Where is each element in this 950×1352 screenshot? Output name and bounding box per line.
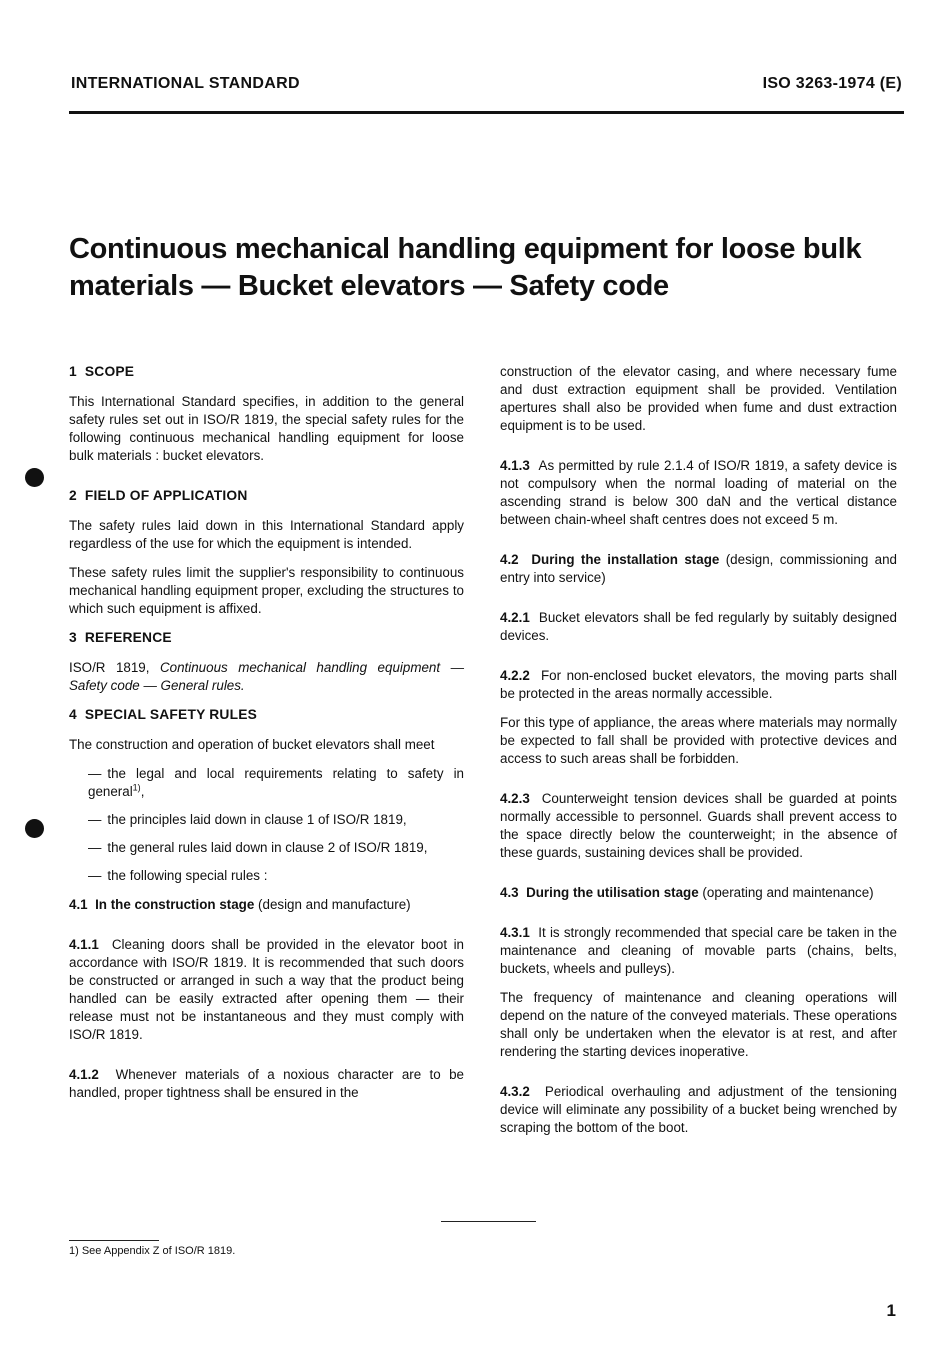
section-heading-reference	[69, 629, 464, 647]
clause-4-1-3: 4.1.3 As permitted by rule 2.1.4 of ISO/R 1819, a safety device is not compulsory when the normal loading of material on the ascending strand is below 300 daN and the vertical distance between chain-wheel shaft centres does not exceed 5 m.	[500, 458, 897, 527]
page-number: 1	[886, 1301, 896, 1320]
section-title: FIELD OF APPLICATION	[84, 488, 248, 503]
header-standard-type: INTERNATIONAL STANDARD	[71, 75, 300, 92]
clause-4-2-2-paragraph-2: For this type of appliance, the areas where materials may normally be expected to fall shall be provided with protective devices and access to such areas shall be forbidden.	[500, 715, 897, 766]
clause-4-1-2-continued: construction of the elevator casing, and where necessary fume and dust extraction equipment shall be provided. Ventilation apertures shall also be provided when fume and dust extraction equipment is to be used.	[500, 364, 897, 433]
clause-4-3-1-paragraph-2: The frequency of maintenance and cleaning operations will depend on the nature of the conveyed materials. These operations shall only be undertaken when the elevator is at rest, and after rendering the starting devices inoperative.	[500, 990, 897, 1059]
section-title: SCOPE	[84, 364, 135, 379]
column-end-rule	[441, 1221, 536, 1222]
footnote-reference: 1)	[132, 782, 141, 793]
clause-4-3-2: 4.3.2 Periodical overhauling and adjustment of the tensioning device will eliminate any possibility of a bucket being wrenched by scraping the bottom of the boot.	[500, 1084, 897, 1135]
footnote: 1) See Appendix Z of ISO/R 1819.	[69, 1245, 236, 1257]
section-number: 4	[69, 707, 77, 722]
reference-paragraph	[69, 659, 464, 695]
scope-paragraph: This International Standard specifies, in addition to the general safety rules set out in ISO/R 1819, the special safety rules for the following continuous mechanical handling equipment for loose bulk materials : bucket elevators.	[69, 394, 464, 463]
reference-title: Continuous mechanical handling equipment — Safety code — General rules.	[69, 660, 464, 693]
section-number: 2	[69, 488, 77, 503]
right-column	[500, 363, 897, 1148]
section-heading-scope	[69, 363, 464, 381]
clause-4-2-1: 4.2.1 Bucket elevators shall be fed regularly by suitably designed devices.	[500, 610, 897, 643]
section-title: SPECIAL SAFETY RULES	[84, 707, 258, 722]
list-item: — the principles laid down in clause 1 of ISO/R 1819,	[88, 812, 407, 827]
clause-4-2-3: 4.2.3 Counterweight tension devices shall be guarded at points normally accessible to personnel. Guards shall prevent access to the space directly below the counterweight; in the absence of these guards, sustaining devices shall be provided.	[500, 791, 897, 860]
margin-bullet-mark	[25, 468, 44, 487]
field-paragraph-2: These safety rules limit the supplier's responsibility to continuous mechanical handling equipment proper, excluding the structures to which such equipment is affixed.	[69, 565, 464, 616]
margin-bullet-mark	[25, 819, 44, 838]
requirements-list	[69, 765, 464, 885]
clause-4-1-2: 4.1.2 Whenever materials of a noxious character are to be handled, proper tightness shall be ensured in the	[69, 1067, 464, 1100]
clause-4-3-1: 4.3.1 It is strongly recommended that special care be taken in the maintenance and cleaning of movable parts (chains, belts, buckets, wheels and pulleys).	[500, 925, 897, 976]
section-number: 1	[69, 364, 77, 379]
rules-intro: The construction and operation of bucket elevators shall meet	[69, 737, 435, 752]
list-item: — the following special rules :	[88, 868, 268, 883]
clause-4-3-heading: 4.3 During the utilisation stage (operating and maintenance)	[500, 885, 874, 900]
section-heading-field-of-application	[69, 487, 464, 505]
left-column	[69, 363, 464, 1113]
clause-4-1-heading: 4.1 In the construction stage (design and manufacture)	[69, 897, 411, 912]
clause-4-2-2: 4.2.2 For non-enclosed bucket elevators, the moving parts shall be protected in the areas normally accessible.	[500, 668, 897, 701]
section-number: 3	[69, 630, 77, 645]
list-item: — the legal and local requirements relating to safety in general$^{1)}$,	[88, 766, 464, 799]
clause-4-1-1: 4.1.1 Cleaning doors shall be provided in the elevator boot in accordance with ISO/R 1819. It is recommended that such doors be constructed or arranged in such a way that the product being handled can be easily extracted after opening them — their release must not be instantaneous and they must comply with ISO/R 1819.	[69, 937, 464, 1042]
header-document-number: ISO 3263-1974 (E)	[762, 75, 902, 92]
list-item: — the general rules laid down in clause 2 of ISO/R 1819,	[88, 840, 428, 855]
section-heading-special-safety-rules	[69, 706, 464, 724]
header-rule	[69, 111, 904, 114]
reference-code: ISO/R 1819,	[69, 660, 150, 675]
footnote-rule	[69, 1240, 159, 1241]
document-title: Continuous mechanical handling equipment for loose bulk materials — Bucket elevators — Safety code	[69, 233, 862, 302]
clause-4-2-heading: 4.2 During the installation stage (design, commissioning and entry into service)	[500, 552, 897, 585]
field-paragraph-1: The safety rules laid down in this International Standard apply regardless of the use for which the equipment is intended.	[69, 518, 464, 551]
section-title: REFERENCE	[84, 630, 172, 645]
